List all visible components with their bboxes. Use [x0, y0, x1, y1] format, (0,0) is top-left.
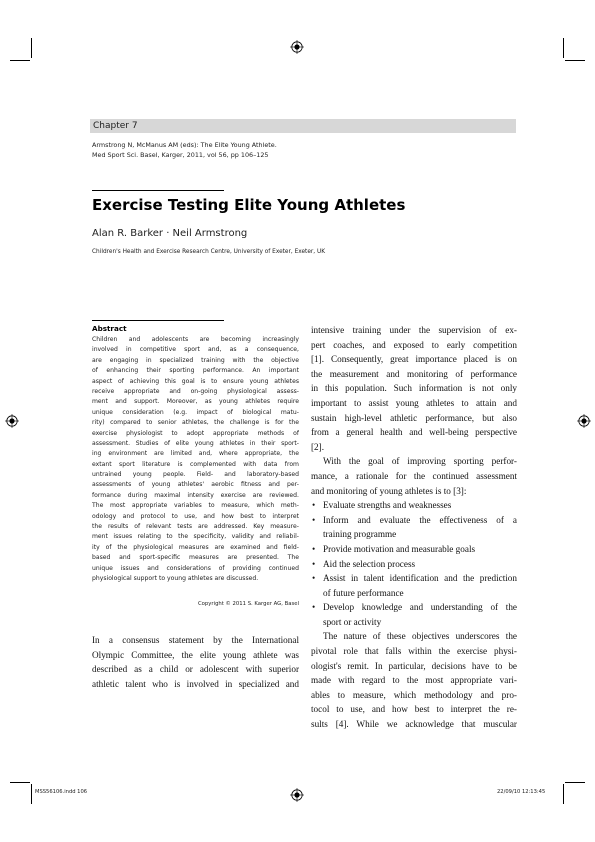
body-line: Olympic Committee, the elite young athlete was	[92, 649, 299, 660]
list-item	[311, 571, 517, 600]
list-item-text: sport or activity	[323, 616, 382, 627]
abstract-line: are engaging in specialized training with the objective	[92, 356, 299, 364]
body-right-column	[311, 323, 517, 732]
list-item-text: Inform and evaluate the effectiveness of a	[323, 514, 517, 525]
affiliation: Children's Health and Exercise Research Centre, University of Exeter, Exeter, UK	[92, 249, 326, 255]
body-line: pivotal role that falls within the exercise physi-	[311, 646, 517, 657]
list-item	[311, 600, 517, 629]
abstract-line: ing environment are limited and, where appropriate, the	[92, 450, 299, 458]
abstract-line: exercise physiologist to adopt appropriate methods of	[92, 429, 299, 437]
abstract-heading: Abstract	[92, 324, 127, 333]
list-item	[311, 542, 517, 557]
abstract-line: based and sport-specific measures are presented. The	[92, 554, 299, 562]
body-line: sustain high-level athletic performance, but also	[311, 412, 517, 423]
crop-mark	[10, 60, 30, 61]
abstract-line: involved in competitive sport and, as a consequence,	[92, 346, 299, 354]
body-line: [2].	[311, 441, 325, 452]
crop-mark	[563, 784, 564, 804]
list-item	[311, 557, 517, 572]
abstract-line: The most appropriate variables to measure, which meth-	[92, 502, 299, 510]
citation	[92, 140, 392, 160]
citation-line: Armstrong N, McManus AM (eds): The Elite Young Athlete.	[92, 141, 277, 149]
abstract-line: the results of relevant tests are addressed. Key measure-	[92, 523, 299, 531]
bullet-icon: •	[312, 514, 316, 525]
body-line: in this population. Such information is not only	[311, 383, 517, 394]
list-item	[311, 498, 517, 513]
body-line: important to assist young athletes to attain and	[311, 397, 517, 408]
chapter-label: Chapter 7	[90, 119, 516, 133]
body-line: and monitoring of young athletes is to [3]:	[311, 485, 467, 496]
list-item-text: Develop knowledge and understanding of the	[323, 602, 517, 613]
list-item-text: Provide motivation and measurable goals	[323, 543, 476, 554]
abstract-line: of enhancing their sporting performance. An important	[92, 367, 299, 375]
body-line: sults [4]. While we acknowledge that muscular	[311, 719, 517, 730]
abstract-line: ity of the physiological measures are examined and field-	[92, 543, 299, 551]
bullet-icon: •	[312, 543, 316, 554]
bullet-icon: •	[312, 602, 316, 613]
abstract-line: ment and support. Moreover, as young athletes require	[92, 398, 299, 406]
body-line: mance, a rationale for the continued assessment	[311, 470, 517, 481]
body-line: from a general health and well-being perspective	[311, 427, 517, 438]
body-line: The nature of these objectives underscores the	[323, 631, 517, 642]
list-item	[311, 513, 517, 542]
abstract-line: receive appropriate and on-going physiological assess-	[92, 387, 299, 395]
crop-mark	[10, 782, 30, 783]
body-line: ologist's remit. In particular, decisions have to be	[311, 660, 517, 671]
body-line: the measurement and monitoring of performance	[311, 368, 517, 379]
list-item-text: Aid the selection process	[323, 558, 416, 569]
body-line: In a consensus statement by the International	[92, 635, 299, 645]
registration-mark-icon	[290, 40, 304, 54]
abstract-line: Children and adolescents are becoming increasingly	[92, 336, 299, 343]
title-rule	[92, 190, 224, 191]
crop-mark	[31, 784, 32, 804]
body-line: [1]. Consequently, great importance placed is on	[311, 354, 517, 365]
crop-mark	[563, 38, 564, 58]
abstract-line: unique consideration (e.g. impact of biological matu-	[92, 408, 299, 416]
body-line: pert coaches, and exposed to early competition	[311, 339, 517, 350]
bullet-icon: •	[312, 500, 316, 511]
body-line: ables to measure, which methodology and pro-	[311, 689, 517, 700]
abstract-line: odology and protocol to use, and how best to interpret	[92, 512, 299, 520]
list-item-text: Evaluate strengths and weaknesses	[323, 500, 452, 511]
abstract-line: physiological support to young athletes are discussed.	[92, 574, 259, 582]
authors: Alan R. Barker · Neil Armstrong	[92, 228, 248, 239]
crop-mark	[31, 38, 32, 58]
list-item-text: Assist in talent identification and the prediction	[323, 573, 517, 584]
body-line: intensive training under the supervision of ex-	[311, 325, 517, 335]
abstract-line: unique issues and considerations of providing continued	[92, 564, 299, 572]
abstract-line: extant sport literature is complemented with data from	[92, 460, 299, 468]
abstract-text	[92, 335, 299, 584]
abstract-line: rity) compared to senior athletes, the challenge is for the	[92, 419, 299, 427]
body-left-column	[92, 633, 299, 691]
article-title: Exercise Testing Elite Young Athletes	[92, 196, 406, 214]
body-line: described as a child or adolescent with superior	[92, 664, 299, 675]
bullet-icon: •	[312, 558, 316, 569]
abstract-line: assessments of young athletes' aerobic fitness and per-	[92, 481, 299, 489]
body-line: athletic talent who is involved in specialized and	[92, 678, 299, 689]
copyright: Copyright © 2011 S. Karger AG, Basel	[197, 601, 299, 607]
abstract-line: untrained young people. Field- and laboratory-based	[92, 471, 299, 479]
registration-mark-icon	[5, 414, 19, 428]
registration-mark-icon	[577, 414, 591, 428]
crop-mark	[565, 60, 585, 61]
footer-timestamp: 22/09/10 12:13:45	[497, 789, 546, 795]
footer-file: MSS56106.indd 106	[35, 789, 88, 795]
bullet-icon: •	[312, 573, 316, 584]
body-line: made with regard to the most appropriate vari-	[311, 675, 517, 686]
abstract-rule	[92, 320, 224, 321]
abstract-line: formance during maximal intensity exercise are reviewed.	[92, 491, 299, 499]
citation-line: Med Sport Sci. Basel, Karger, 2011, vol 56, pp 106–125	[92, 151, 269, 159]
crop-mark	[565, 782, 585, 783]
registration-mark-icon	[290, 788, 304, 802]
body-line: tocol to use, and how best to interpret the re-	[311, 704, 517, 715]
list-item-text: of future performance	[323, 587, 404, 598]
abstract-line: assessment. Studies of elite young athletes in their sport-	[92, 439, 299, 447]
abstract-line: ment issues relating to the specificity, validity and reliabil-	[92, 533, 299, 541]
abstract-line: aspect of achieving this goal is to ensure young athletes	[92, 377, 299, 385]
body-line: With the goal of improving sporting perfor-	[323, 456, 517, 467]
list-item-text: training programme	[323, 529, 397, 540]
